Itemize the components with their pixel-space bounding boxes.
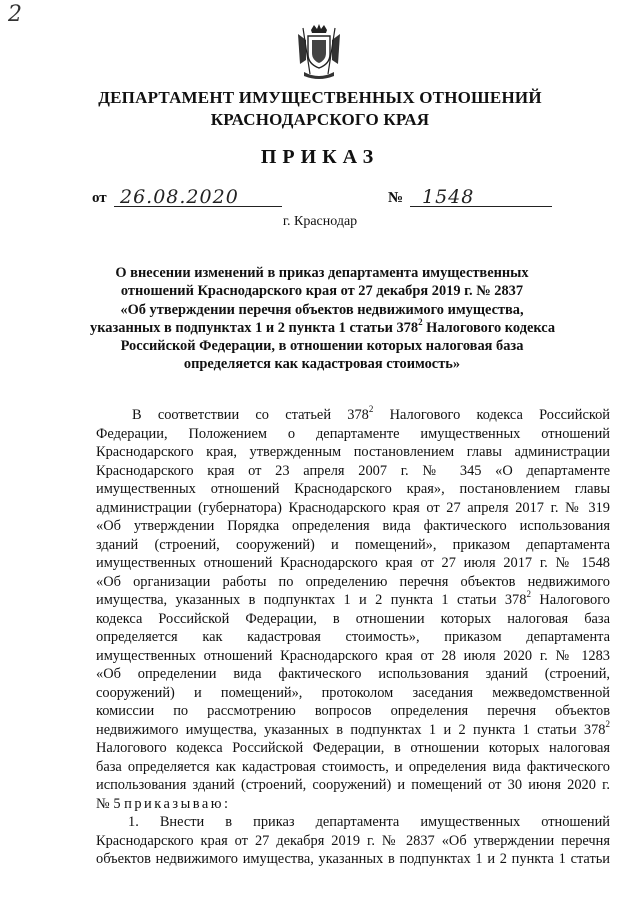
body-line: Краснодарского края от 23 апреля 2007 г. № 345 «О департаменте <box>96 462 610 479</box>
date-number-row <box>92 186 562 212</box>
order-verb: приказываю: <box>124 795 231 812</box>
number-label: № <box>388 190 404 206</box>
title-line: определяется как кадастровая стоимость» <box>183 356 461 373</box>
document-type-title: ПРИКАЗ <box>260 146 380 168</box>
body-line: «Об определении вида фактического использования зданий (строений, <box>96 666 610 682</box>
order-date: 26.08.2020 <box>120 186 239 208</box>
order-body <box>96 406 610 869</box>
body-line: В соответствии со статьей $378^2$ Налогового кодекса Российской <box>132 404 610 423</box>
body-line: Краснодарского края от 27 декабря 2019 г. № 2837 «Об утверждении перечня <box>96 832 610 849</box>
body-line: объектов недвижимого имущества, указанных в подпунктах 1 и 2 пункта 1 статьи <box>96 851 610 867</box>
body-line: комиссии по рассмотрению вопросов определения перечня объектов <box>96 703 610 719</box>
body-line: Краснодарского края, утвержденным постановлением главы администрации <box>96 444 610 460</box>
body-line: имущественных отношений Краснодарского края», постановлением главы <box>96 481 610 497</box>
title-line: «Об утверждении перечня объектов недвижимого имущества, <box>120 301 524 318</box>
page-number: 2 <box>8 2 22 27</box>
city-label: г. Краснодар <box>282 214 358 229</box>
body-line: имущественных отношений Краснодарского края от 28 июля 2020 г. № 1283 <box>96 647 610 664</box>
title-line: Российской Федерации, в отношении которых налоговая база <box>120 338 524 355</box>
body-line: использования зданий (строений, сооружений) и помещений от 30 июня 2020 г. <box>96 777 610 793</box>
body-line: имущественных отношений Краснодарского края от 27 июля 2017 г. № 1548 <box>96 555 610 571</box>
body-line: зданий (строений, сооружений) и помещений», приказом департамента <box>96 536 610 553</box>
department-name-line-2: КРАСНОДАРСКОГО КРАЯ <box>210 110 430 129</box>
body-line: «Об утверждении Порядка определения вида фактического использования <box>96 518 610 534</box>
body-line: кодекса Российской Федерации, в отношении которых налоговая база <box>96 610 610 627</box>
body-line: база определяется как кадастровая стоимость, и определения вида фактического <box>96 758 610 775</box>
body-line: недвижимого имущества, указанных в подпунктах 1 и 2 пункта 1 статьи $378^2$ <box>96 718 610 738</box>
coat-of-arms-emblem <box>296 24 342 82</box>
order-number: 1548 <box>422 186 475 208</box>
date-label: от <box>92 190 107 206</box>
order-subject-title <box>90 264 554 374</box>
body-line: 1. Внести в приказ департамента имущественных отношений <box>128 814 610 830</box>
body-line: имущества, указанных в подпунктах 1 и 2 пункта 1 статьи $378^2$ Налогового <box>96 589 610 608</box>
body-line: Налогового кодекса Российской Федерации, в отношении которых налоговая <box>96 740 610 756</box>
body-line: администрации (губернатора) Краснодарского края от 27 апреля 2017 г. № 319 <box>96 499 610 516</box>
title-line: отношений Краснодарского края от 27 декабря 2019 г. № 2837 <box>120 283 524 300</box>
department-name-line-1: ДЕПАРТАМЕНТ ИМУЩЕСТВЕННЫХ ОТНОШЕНИЙ <box>98 88 542 107</box>
body-line: «Об организации работы по определению перечня объектов недвижимого <box>96 573 610 590</box>
title-line: О внесении изменений в приказ департамента имущественных <box>115 265 529 281</box>
body-line: определяется как кадастровая стоимость», приказом департамента <box>96 629 610 645</box>
title-line: указанных в подпунктах 1 и 2 пункта 1 статьи $378^2$ Налогового кодекса <box>90 317 556 336</box>
body-line: Федерации, Положением о департаменте имущественных отношений <box>96 425 610 442</box>
body-line: № 5 приказываю: <box>96 795 231 812</box>
body-line: сооружений) и помещений», протоколом заседания межведомственной <box>96 684 610 701</box>
